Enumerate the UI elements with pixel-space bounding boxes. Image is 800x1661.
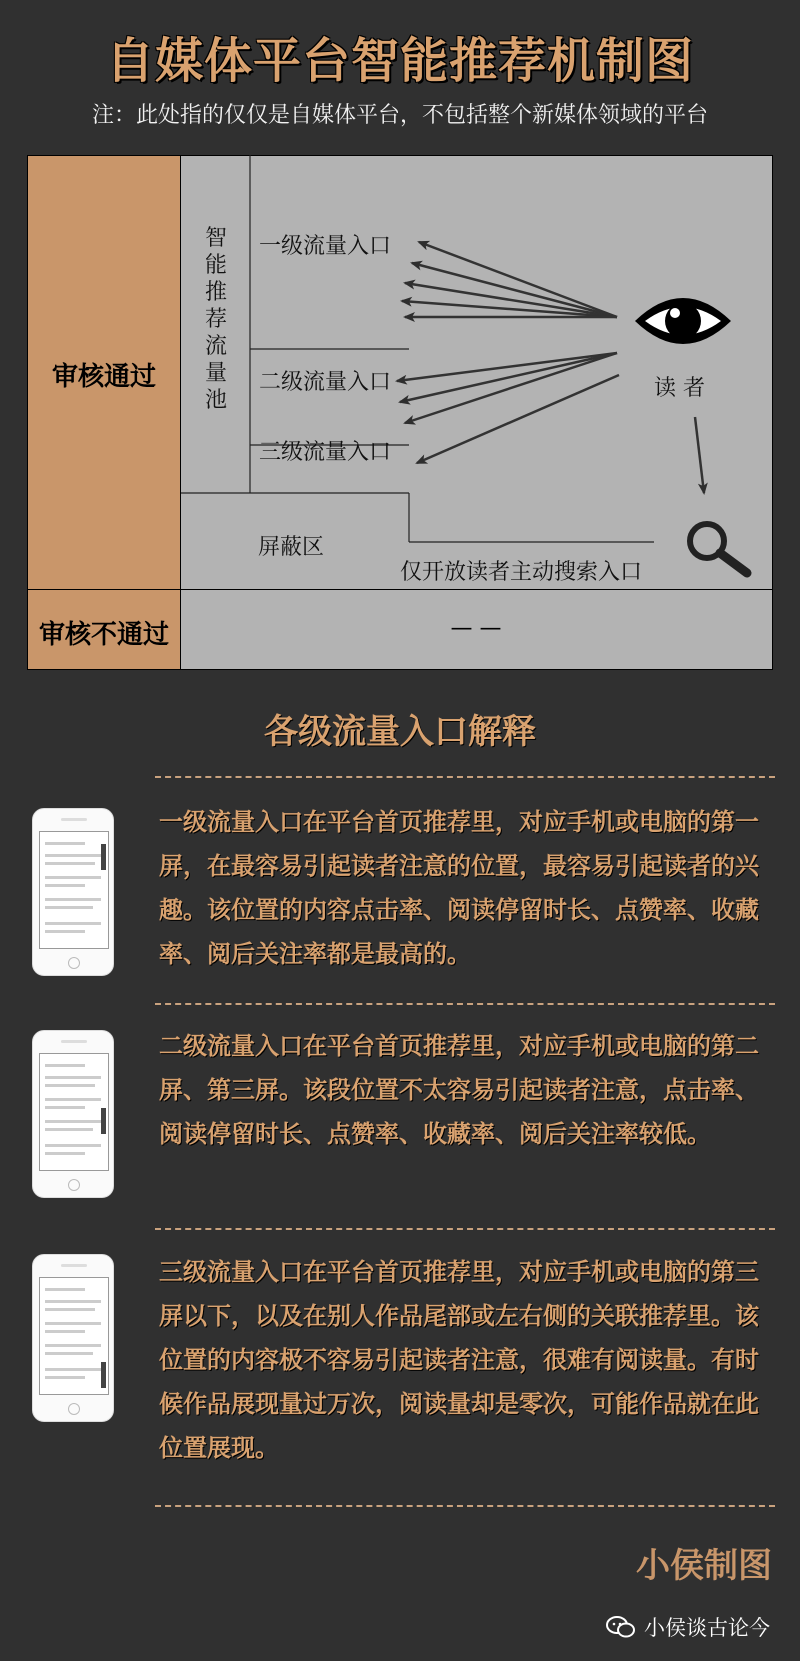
shield-label: 屏蔽区 (258, 535, 325, 560)
level3-label: 三级流量入口 (259, 440, 392, 465)
divider (155, 776, 775, 778)
search-icon (685, 519, 755, 579)
pool-char: 流 (204, 334, 227, 359)
pool-char: 量 (204, 361, 227, 386)
diagram-lines (27, 155, 773, 670)
eye-icon (631, 289, 735, 353)
level1-label: 一级流量入口 (259, 234, 392, 259)
pool-char: 池 (204, 388, 227, 413)
mechanism-diagram (27, 155, 773, 670)
reader-label: 读 者 (654, 376, 705, 401)
audit-fail-label: 审核不通过 (38, 620, 169, 650)
paragraph-level3: 三级流量入口在平台首页推荐里，对应手机或电脑的第三屏以下，以及在别人作品尾部或左右侧的关联推荐里。该位置的内容极不容易引起读者注意，很难有阅读量。有时候作品展现量过万次，阅读量却是零次，可能作品就在此位置展现。 (159, 1258, 759, 1462)
arrow-reader-search (695, 417, 704, 493)
fail-value: — — (450, 616, 502, 641)
paragraph-level2: 二级流量入口在平台首页推荐里，对应手机或电脑的第二屏、第三屏。该段位置不太容易引起读者注意，点击率、阅读停留时长、点赞率、收藏率、阅后关注率较低。 (159, 1032, 759, 1148)
paragraph-level1: 一级流量入口在平台首页推荐里，对应手机或电脑的第一屏，在最容易引起读者注意的位置，最容易引起读者的兴趣。该位置的内容点击率、阅读停留时长、点赞率、收藏率、阅后关注率都是最高的。 (159, 808, 759, 968)
phone-icon (32, 808, 114, 976)
level2-label: 二级流量入口 (259, 370, 392, 395)
wechat-icon (606, 1615, 636, 1639)
phone-icon (32, 1254, 114, 1422)
pool-char: 智 (204, 226, 227, 251)
arrows-level1 (402, 242, 617, 317)
wechat-account (606, 1612, 770, 1642)
page-note: 注：此处指的仅仅是自媒体平台，不包括整个新媒体领域的平台 (91, 103, 708, 128)
arrows-level2 (397, 353, 617, 423)
pool-label (202, 225, 230, 414)
arrow-level3 (417, 375, 619, 463)
pool-char: 推 (204, 280, 227, 305)
wechat-name: 小侯谈古论今 (644, 1616, 770, 1640)
pool-char: 荐 (204, 307, 227, 332)
audit-pass-label: 审核通过 (51, 362, 156, 392)
phone-icon (32, 1030, 114, 1198)
divider (155, 1505, 775, 1507)
section-title: 各级流量入口解释 (264, 712, 536, 752)
divider (155, 1003, 775, 1005)
pool-char: 能 (204, 253, 227, 278)
divider (155, 1228, 775, 1230)
signature: 小侯制图 (636, 1546, 772, 1586)
page-title: 自媒体平台智能推荐机制图 (105, 33, 694, 89)
search-only-label: 仅开放读者主动搜索入口 (400, 560, 643, 585)
